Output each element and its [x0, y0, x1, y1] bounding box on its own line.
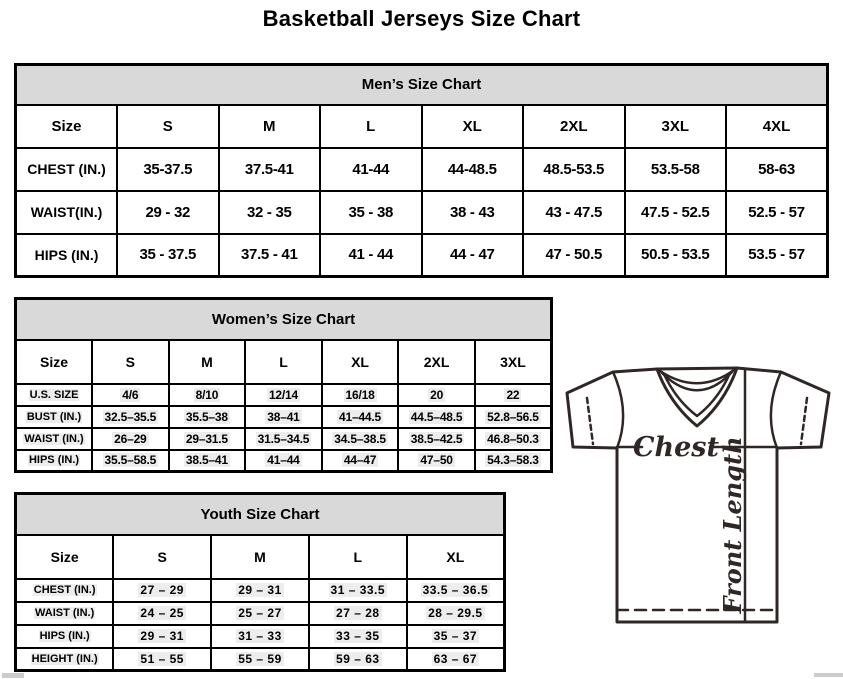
cell-value: 35.5–38	[185, 409, 228, 424]
size-column-label: Size	[16, 340, 93, 384]
cell-value: 35 - 37.5	[139, 246, 196, 264]
size-cell	[320, 148, 422, 191]
size-cell	[309, 648, 407, 671]
row-label-text: U.S. SIZE	[29, 388, 79, 401]
cell-value: 29 – 31	[140, 629, 184, 643]
table-row	[16, 234, 828, 277]
cell-value: 33 – 35	[336, 629, 380, 643]
size-cell	[219, 234, 321, 277]
size-cell	[92, 450, 169, 472]
cuff-dashed-line-right	[801, 398, 807, 444]
size-cell	[422, 234, 524, 277]
cell-value: 47.5 - 52.5	[641, 203, 710, 221]
cell-value: 35-37.5	[143, 160, 193, 178]
size-header-m: M	[211, 535, 309, 579]
table-row	[16, 579, 505, 602]
row-label	[16, 625, 114, 648]
size-cell	[113, 625, 211, 648]
size-cell	[169, 450, 246, 472]
cell-value: 8/10	[195, 387, 219, 402]
womens-table-title-row	[16, 299, 552, 340]
cell-value: 44 - 47	[449, 246, 495, 264]
size-cell	[475, 384, 552, 406]
size-cell	[219, 148, 321, 191]
size-header-xl: XL	[422, 105, 524, 148]
size-header-l: L	[309, 535, 407, 579]
size-cell	[92, 428, 169, 450]
cell-value: 53.5 - 57	[748, 246, 805, 264]
cell-value: 52.8–56.5	[487, 409, 539, 424]
cell-value: 24 – 25	[140, 606, 184, 620]
cell-value: 44.5–48.5	[410, 409, 463, 424]
size-cell	[320, 234, 422, 277]
size-cell	[211, 625, 309, 648]
mens-header-row	[16, 105, 828, 148]
scrollbar-fragment-right	[814, 673, 843, 677]
row-label-text: HIPS (IN.)	[28, 454, 80, 467]
size-cell	[422, 191, 524, 234]
scrollbar-fragment-left	[2, 673, 24, 678]
size-header-3xl: 3XL	[625, 105, 727, 148]
cell-value: 32 - 35	[246, 203, 292, 221]
size-cell	[625, 148, 727, 191]
row-label-text: HIPS (IN.)	[39, 630, 90, 642]
cell-value: 33.5 – 36.5	[422, 583, 489, 597]
row-label-text: WAIST (IN.)	[35, 607, 95, 619]
row-label	[16, 148, 118, 191]
armhole-seam-right	[771, 372, 781, 448]
cell-value: 29 – 31	[238, 583, 282, 597]
table-row	[16, 450, 552, 472]
size-header-l: L	[245, 340, 322, 384]
table-row	[16, 406, 552, 428]
row-label	[16, 648, 114, 671]
size-cell	[523, 148, 625, 191]
youth-size-table	[14, 492, 506, 672]
size-header-s: S	[117, 105, 219, 148]
row-label	[16, 428, 93, 450]
cell-value: 35 - 38	[348, 203, 394, 221]
size-cell	[407, 579, 505, 602]
size-header-xl: XL	[407, 535, 505, 579]
table-row	[16, 148, 828, 191]
size-cell	[422, 148, 524, 191]
size-cell	[211, 579, 309, 602]
size-cell	[113, 648, 211, 671]
table-row	[16, 648, 505, 671]
cell-value: 63 – 67	[433, 651, 478, 666]
cell-value: 59 – 63	[336, 651, 380, 666]
cell-value: 32.5–35.5	[104, 409, 157, 424]
cell-value: 38 - 43	[449, 203, 495, 221]
cell-value: 41-44	[352, 160, 390, 178]
row-label	[16, 406, 93, 428]
size-cell	[113, 579, 211, 602]
cell-value: 28 – 29.5	[428, 606, 483, 620]
jersey-measurement-diagram	[558, 360, 840, 652]
womens-header-row	[16, 340, 552, 384]
size-header-l: L	[320, 105, 422, 148]
cell-value: 54.3–58.3	[487, 453, 539, 468]
size-cell	[322, 450, 399, 472]
size-header-4xl: 4XL	[726, 105, 828, 148]
cell-value: 27 – 29	[140, 583, 184, 597]
size-cell	[398, 406, 475, 428]
size-cell	[407, 625, 505, 648]
cell-value: 41–44.5	[339, 409, 382, 424]
cuff-dashed-line-left	[587, 398, 593, 444]
mens-table-title-row	[16, 65, 828, 105]
size-cell	[309, 625, 407, 648]
cell-value: 31 – 33.5	[330, 583, 386, 597]
mens-size-table	[14, 63, 829, 278]
cell-value: 55 – 59	[238, 651, 282, 666]
size-cell	[322, 384, 399, 406]
size-cell	[322, 406, 399, 428]
size-header-3xl: 3XL	[475, 340, 552, 384]
cell-value: 51 – 55	[140, 651, 184, 666]
cell-value: 50.5 - 53.5	[641, 246, 710, 264]
size-cell	[322, 428, 399, 450]
size-cell	[726, 234, 828, 277]
size-cell	[475, 406, 552, 428]
cell-value: 34.5–38.5	[334, 431, 386, 446]
cell-value: 37.5 - 41	[240, 246, 298, 264]
size-cell	[169, 428, 246, 450]
cell-value: 4/6	[122, 387, 139, 402]
cell-value: 53.5-58	[650, 160, 700, 178]
size-header-s: S	[92, 340, 169, 384]
size-cell	[245, 428, 322, 450]
cell-value: 38.5–42.5	[410, 431, 463, 446]
size-cell	[245, 384, 322, 406]
size-header-2xl: 2XL	[523, 105, 625, 148]
row-label	[16, 579, 114, 602]
cell-value: 48.5-53.5	[543, 160, 605, 178]
row-label	[16, 602, 114, 625]
size-cell	[407, 648, 505, 671]
size-cell	[211, 602, 309, 625]
size-cell	[398, 384, 475, 406]
table-row	[16, 625, 505, 648]
size-cell	[398, 450, 475, 472]
size-header-s: S	[113, 535, 211, 579]
page-title: Basketball Jerseys Size Chart	[262, 6, 581, 31]
size-column-label: Size	[16, 535, 114, 579]
mens-table-title: Men’s Size Chart	[16, 65, 828, 105]
size-cell	[625, 234, 727, 277]
jersey-diagram-svg	[558, 360, 840, 652]
size-cell	[92, 384, 169, 406]
size-cell	[245, 406, 322, 428]
size-cell	[398, 428, 475, 450]
row-label-text: CHEST (IN.)	[33, 584, 96, 596]
size-cell	[219, 191, 321, 234]
size-cell	[169, 406, 246, 428]
size-cell	[117, 234, 219, 277]
cell-value: 12/14	[268, 387, 298, 402]
front-length-label: Front Length	[718, 436, 747, 614]
size-cell	[309, 602, 407, 625]
cell-value: 43 - 47.5	[545, 203, 602, 221]
cell-value: 25 – 27	[238, 606, 282, 620]
size-column-label: Size	[16, 105, 118, 148]
row-label	[16, 384, 93, 406]
cell-value: 20	[430, 387, 444, 402]
cell-value: 47 - 50.5	[545, 246, 602, 264]
row-label	[16, 234, 118, 277]
cell-value: 31.5–34.5	[257, 431, 310, 446]
size-header-xl: XL	[322, 340, 399, 384]
chest-label: Chest	[633, 432, 719, 463]
cell-value: 35.5–58.5	[104, 453, 157, 468]
youth-table-title: Youth Size Chart	[16, 494, 505, 535]
size-cell	[92, 406, 169, 428]
cell-value: 44-48.5	[447, 160, 497, 178]
cell-value: 29–31.5	[185, 431, 228, 446]
cell-value: 29 - 32	[145, 203, 191, 221]
jersey-outline	[567, 368, 829, 622]
cell-value: 46.8–50.3	[487, 431, 539, 446]
cell-value: 41–44	[267, 453, 300, 468]
size-cell	[117, 191, 219, 234]
size-cell	[475, 428, 552, 450]
row-label-text: WAIST (IN.)	[24, 432, 84, 445]
size-cell	[625, 191, 727, 234]
size-header-m: M	[169, 340, 246, 384]
table-row	[16, 191, 828, 234]
cell-value: 35 – 37	[433, 629, 478, 643]
table-row	[16, 428, 552, 450]
row-label-text: CHEST (IN.)	[27, 161, 106, 177]
cell-value: 37.5-41	[244, 160, 294, 178]
cell-value: 41 - 44	[348, 246, 394, 264]
cell-value: 52.5 - 57	[748, 203, 805, 221]
size-cell	[113, 602, 211, 625]
size-cell	[245, 450, 322, 472]
armhole-seam-left	[613, 372, 623, 448]
size-header-m: M	[219, 105, 321, 148]
cell-value: 26–29	[114, 431, 147, 446]
size-cell	[523, 234, 625, 277]
table-row	[16, 384, 552, 406]
cell-value: 44–47	[343, 453, 377, 468]
row-label	[16, 191, 118, 234]
size-cell	[726, 148, 828, 191]
cell-value: 38.5–41	[185, 453, 228, 468]
cell-value: 38–41	[267, 409, 300, 424]
row-label-text: HIPS (IN.)	[34, 246, 99, 263]
size-cell	[475, 450, 552, 472]
womens-size-table	[14, 297, 553, 473]
cell-value: 27 – 28	[336, 606, 380, 620]
size-cell	[211, 648, 309, 671]
size-cell	[407, 602, 505, 625]
size-cell	[169, 384, 246, 406]
size-cell	[309, 579, 407, 602]
size-cell	[523, 191, 625, 234]
size-cell	[117, 148, 219, 191]
youth-header-row	[16, 535, 505, 579]
table-row	[16, 602, 505, 625]
size-cell	[726, 191, 828, 234]
row-label-text: WAIST(IN.)	[30, 204, 103, 220]
cell-value: 47–50	[420, 453, 453, 468]
row-label-text: HEIGHT (IN.)	[31, 652, 98, 665]
row-label-text: BUST (IN.)	[26, 410, 82, 423]
size-header-2xl: 2XL	[398, 340, 475, 384]
cell-value: 16/18	[345, 387, 375, 402]
row-label	[16, 450, 93, 472]
cell-value: 22	[506, 387, 520, 402]
cell-value: 58-63	[758, 160, 795, 178]
womens-table-title: Women’s Size Chart	[16, 299, 552, 340]
youth-table-title-row	[16, 494, 505, 535]
size-cell	[320, 191, 422, 234]
cell-value: 31 – 33	[238, 629, 282, 643]
